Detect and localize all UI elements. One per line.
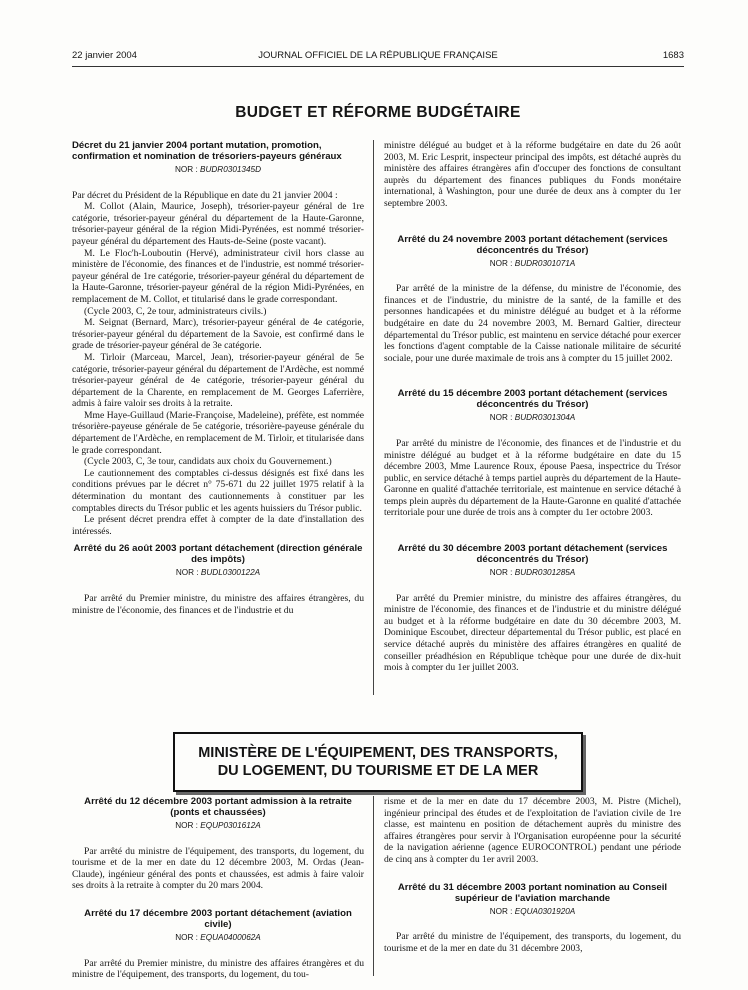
- paragraph: Le présent décret prendra effet à compter de la date d'installation des intéressés.: [72, 514, 364, 537]
- section-title-line: DU LOGEMENT, DU TOURISME ET DE LA MER: [217, 763, 539, 779]
- arrete-title: Arrêté du 31 décembre 2003 portant nomination au Conseil supérieur de l'aviation marchande: [397, 881, 668, 904]
- nor-code: NOR : BUDL0300122A: [175, 568, 261, 578]
- arrete-title: Arrêté du 17 décembre 2003 portant détachement (aviation civile): [84, 907, 352, 930]
- paragraph: Par arrêté de la ministre de la défense, du ministre de l'économie, des finances et de l'industrie, du ministre de la santé, de la famille et des personnes handicapées et du ministre délégué au budget et à la réforme budgétaire en date du 24 novembre 2003, M. Bernard Galtier, directeur départemental du Trésor public, est maintenu en service détaché pour exercer les fonctions d'agent comptable de la Caisse nationale militaire de sécurité sociale, pour une durée maximale de trois ans à compter du 15 juillet 2002.: [384, 283, 681, 364]
- issue-date: 22 janvier 2004: [72, 50, 137, 61]
- arrete-title: Arrêté du 24 novembre 2003 portant détachement (services déconcentrés du Trésor): [397, 233, 668, 256]
- column-right-top: [384, 140, 681, 674]
- paragraph: Par arrêté du ministre de l'économie, des finances et de l'industrie et du ministre délégué au budget et à la réforme budgétaire en date du 15 décembre 2003, Mme Laurence Roux, épouse Paesa, inspectrice du Trésor public, en service détaché à temps partiel auprès du département de la Haute-Garonne en qualité d'attachée territoriale, est maintenue en service détaché à temps plein auprès du département de la Haute-Garonne en qualité d'attachée territoriale pour une durée de trois ans à compter du 1er octobre 2003.: [384, 437, 681, 519]
- paragraph: Par arrêté du ministre de l'équipement, des transports, du logement, du tourisme et de la mer en date du 12 décembre 2003, M. Ordas (Jean-Claude), ingénieur général des ponts et chaussées, est admis à faire valoir ses droits à la retraite à compter du 20 mars 2004.: [72, 845, 364, 892]
- column-divider: [373, 140, 374, 695]
- arrete-title: Arrêté du 12 décembre 2003 portant admission à la retraite (ponts et chaussées): [84, 796, 352, 818]
- journal-title: JOURNAL OFFICIEL DE LA RÉPUBLIQUE FRANÇAISE: [258, 50, 498, 61]
- paragraph: Mme Haye-Guillaud (Marie-Françoise, Madeleine), préfète, est nommée trésorière-payeuse générale de 5e catégorie, trésorière-payeuse générale du département de l'Ardèche, en remplacement de M. Tirloir, et titularisée dans le grade correspondant.: [72, 409, 364, 456]
- paragraph: M. Collot (Alain, Maurice, Joseph), trésorier-payeur général de 1re catégorie, trésorier-payeur général du département de la Haute-Garonne, trésorier-payeur général de la région Midi-Pyrénées, est nommé trésorier-payeur général du département des Hauts-de-Seine (poste vacant).: [72, 201, 364, 247]
- nor-code: NOR : BUDR0301071A: [489, 258, 576, 268]
- paragraph: ministre délégué au budget et à la réforme budgétaire en date du 26 août 2003, M. Eric Lesprit, inspecteur principal des impôts, est détaché auprès du ministère des affaires étrangères afin d'occuper des fonctions de consultant auprès du département des finances publiques du Fonds monétaire international, à Washington, pour une durée de deux ans à compter du 1er septembre 2003.: [384, 140, 681, 209]
- column-right-bottom: [384, 796, 681, 954]
- column-divider: [373, 796, 374, 976]
- column-left-bottom: [72, 796, 364, 981]
- page-number: 1683: [662, 50, 684, 61]
- section-title-line: MINISTÈRE DE L'ÉQUIPEMENT, DES TRANSPORTS,: [198, 745, 558, 761]
- arrete-title: Arrêté du 15 décembre 2003 portant détachement (services déconcentrés du Trésor): [397, 388, 668, 411]
- nor-code: NOR : EQUP0301612A: [175, 821, 261, 830]
- paragraph: Par arrêté du ministre de l'équipement, des transports, du logement, du tourisme et de la mer en date du 31 décembre 2003,: [384, 931, 681, 954]
- column-left-top: [72, 140, 364, 616]
- paragraph: M. Tirloir (Marceau, Marcel, Jean), trésorier-payeur général de 5e catégorie, trésorier-payeur général du département de l'Ardèche, est nommé trésorier-payeur général de 4e catégorie, trésorier-payeur général du département de la Charente, en remplacement de M. Georges Laferrière, admis à faire valoir ses droits à la retraite.: [72, 351, 364, 410]
- nor-code: NOR : BUDR0301304A: [489, 413, 576, 423]
- decree-title: Décret du 21 janvier 2004 portant mutation, promotion, confirmation et nomination de trésoriers-payeurs généraux: [72, 140, 342, 162]
- section-title-equipement: [173, 732, 583, 792]
- paragraph: Par arrêté du Premier ministre, du ministre des affaires étrangères, du ministre de l'économie, des finances et de l'industrie et du ministre délégué au budget et à la réforme budgétaire en date du 30 décembre 2003, M. Dominique Escoubet, directeur départemental du Trésor public, est placé en service détaché auprès du ministère des affaires étrangères en qualité de conseiller préadhésion en République tchèque pour une durée de dix-huit mois à compter du 1er juillet 2003.: [384, 592, 681, 674]
- paragraph: Par arrêté du Premier ministre, du ministre des affaires étrangères, du ministre de l'économie, des finances et de l'industrie et du: [72, 593, 364, 616]
- nor-code: NOR : BUDR0301345D: [174, 165, 262, 174]
- paragraph: Par décret du Président de la République en date du 21 janvier 2004 :: [72, 189, 338, 201]
- nor-code: NOR : EQUA0400062A: [175, 932, 261, 942]
- arrete-title: Arrêté du 30 décembre 2003 portant détachement (services déconcentrés du Trésor): [397, 543, 668, 566]
- nor-code: NOR : EQUA0301920A: [489, 906, 576, 916]
- page-header: [72, 50, 684, 64]
- paragraph: M. Le Floc'h-Louboutin (Hervé), administrateur civil hors classe au ministère de l'économie, des finances et de l'industrie, est nommé trésorier-payeur général de 1re catégorie, trésorier-payeur général du département de la Haute-Garonne, trésorier-payeur général de la région Midi-Pyrénées, en remplacement de M. Collot, et titularisé dans le grade correspondant.: [72, 247, 364, 305]
- nor-code: NOR : BUDR0301285A: [489, 568, 576, 578]
- section-title-budget: BUDGET ET RÉFORME BUDGÉTAIRE: [235, 104, 521, 121]
- paragraph: (Cycle 2003, C, 2e tour, administrateurs civils.): [84, 305, 267, 317]
- paragraph: (Cycle 2003, C, 3e tour, candidats aux choix du Gouvernement.): [84, 456, 332, 468]
- paragraph: M. Seignat (Bernard, Marc), trésorier-payeur général de 4e catégorie, trésorier-payeur général du département de la Savoie, est confirmé dans le grade de trésorier-payeur général de 3e catégorie.: [72, 317, 364, 352]
- paragraph: Le cautionnement des comptables ci-dessus désignés est fixé dans les conditions prévues par le décret n° 75-671 du 22 juillet 1975 relatif à la détermination du montant des cautionnements à constituer par les comptables directs du Trésor public et les agents huissiers du Trésor public.: [72, 467, 364, 514]
- header-rule: [72, 66, 684, 67]
- paragraph: Par arrêté du Premier ministre, du ministre des affaires étrangères et du ministre de l'équipement, des transports, du logement, du tou-: [72, 957, 364, 981]
- arrete-title: Arrêté du 26 août 2003 portant détachement (direction générale des impôts): [73, 543, 363, 566]
- paragraph: risme et de la mer en date du 17 décembre 2003, M. Pistre (Michel), ingénieur principal des études et de l'exploitation de l'aviation civile de 1re classe, est maintenu en position de détachement auprès du ministre des affaires étrangères pour servir à l'Organisation européenne pour la sécurité de la navigation aérienne (agence EUROCONTROL) pendant une période de cinq ans à compter du 1er avril 2003.: [384, 796, 681, 865]
